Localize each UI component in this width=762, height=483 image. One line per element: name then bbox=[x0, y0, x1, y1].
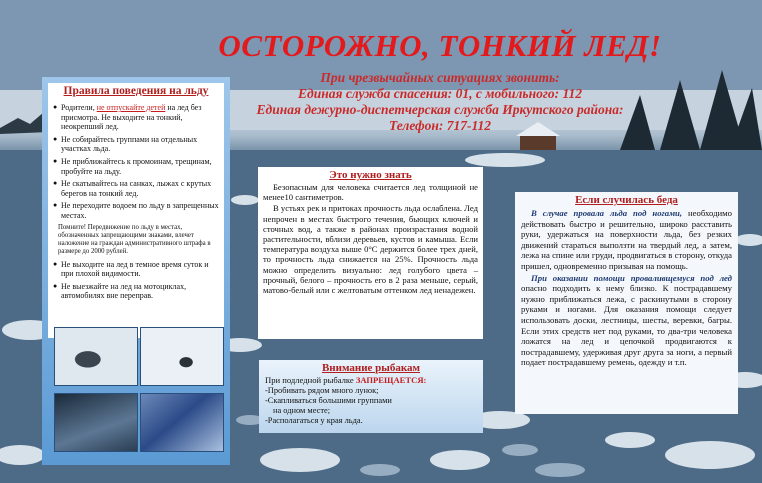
rule-text: Родители, bbox=[61, 103, 97, 112]
know-text bbox=[258, 181, 483, 297]
rule-text: на лед без присмотра. Не выходите на тонкий, неокрепший лед. bbox=[61, 103, 202, 132]
know-panel bbox=[258, 167, 483, 339]
trouble-paragraph bbox=[521, 273, 732, 368]
rules-heading: Правила поведения на льду bbox=[63, 85, 209, 97]
fishers-panel bbox=[259, 360, 483, 433]
trouble-text-part: необходимо действовать быстро и решительно, широко расставить руки, удержаться на поверхности льда, без резких движений стараться выползти на твердый лед, а затем, лежа на спине или груди, продвигаться в сторону, откуда пришел, одновременно призывая на помощь. bbox=[521, 208, 732, 271]
emergency-contacts bbox=[230, 70, 650, 134]
trouble-paragraph bbox=[521, 208, 732, 272]
fishers-forbidden: ЗАПРЕЩАЕТСЯ: bbox=[355, 375, 427, 385]
know-paragraph: Безопасным для человека считается лед толщиной не менее10 сантиметров. bbox=[263, 182, 478, 203]
trouble-emphasis: В случае провала льда под ногами, bbox=[531, 208, 683, 218]
photo-ice-rescue-1 bbox=[54, 327, 138, 386]
poster-title: ОСТОРОЖНО, ТОНКИЙ ЛЕД! bbox=[218, 28, 662, 63]
emergency-line-1: При чрезвычайных ситуациях звонить: bbox=[320, 70, 560, 85]
fishers-intro-text: При подледной рыбалке bbox=[265, 375, 356, 385]
photo-ice-fall bbox=[140, 327, 224, 386]
emergency-line-4: Телефон: 717-112 bbox=[388, 118, 492, 133]
fishers-heading: Внимание рыбакам bbox=[321, 362, 421, 374]
fishers-item: на одном месте; bbox=[273, 406, 331, 415]
photo-people-on-ice bbox=[54, 393, 138, 452]
fishers-item: -Пробивать рядом много лунок; bbox=[265, 386, 379, 395]
know-paragraph: В устьях рек и притоках прочность льда ослаблена. Лед непрочен в местах быстрого течения, бьющих ключей и сточных вод, а также в районах произрастания водной растительности, вблизи деревьев, кустов и камыша. Если температура воздуха выше 0°С держится более трех дней, то прочность льда снижается на 25%. Прочность льда можно определить визуально: лед голубого цвета – прочный, белого – прочность его в 2 раза меньше, серый, матово-белый или с желтоватым оттенком лед ненадежен. bbox=[263, 203, 478, 296]
photo-cracked-ice bbox=[140, 393, 224, 452]
emergency-line-2: Единая служба спасения: 01, с мобильного: 112 bbox=[298, 86, 582, 101]
trouble-heading: Если случилась беда bbox=[575, 194, 678, 206]
fishers-intro bbox=[259, 374, 483, 386]
trouble-text-part: опасно подходить к нему близко. К пострадавшему нужно приближаться лежа, с раскинутыми в сторону руками и ногами. Для оказания помощи следует использовать доски, лестницы, шесты, веревки, багры. Если этих средств нет под руками, то два-три человека ложатся на лед и цепочкой продвигаются к пострадавшему, удерживая друг друга за ноги, а первый подает пострадавшему ремень, одежду и т.п. bbox=[521, 283, 732, 368]
rule-item: ● Не выезжайте на лед на мотоциклах, автомобилях вне переправ. bbox=[54, 282, 220, 301]
rule-item: ● Не приближайтесь к промоинам, трещинам, пробуйте на льду. bbox=[54, 157, 220, 176]
trouble-text bbox=[515, 206, 738, 371]
rules-card bbox=[48, 83, 224, 338]
fishers-item: -Располагаться у края льда. bbox=[265, 416, 363, 425]
fishers-item: -Скапливаться большими группами bbox=[265, 396, 392, 405]
rules-list bbox=[54, 103, 220, 304]
rule-item: ● Не собирайтесь группами на отдельных участках льда. bbox=[54, 135, 220, 154]
rule-item: ● Не переходите водоем по льду в запрещенных местах. bbox=[54, 201, 220, 220]
rules-panel bbox=[42, 77, 230, 465]
know-heading: Это нужно знать bbox=[329, 169, 412, 181]
emergency-line-3: Единая дежурно-диспетчерская служба Иркутского района: bbox=[256, 102, 624, 117]
fine-note: Помните! Передвижение по льду в местах, обозначенных запрещающими знаками, влечет наложение на граждан административного штрафа в размере до 2000 рублей. bbox=[58, 223, 211, 255]
rule-item: ● Не скатывайтесь на санках, лыжах с крутых берегов на тонкий лед. bbox=[54, 179, 220, 198]
rule-item bbox=[54, 103, 220, 132]
trouble-panel bbox=[515, 192, 738, 414]
fishers-list bbox=[259, 386, 483, 426]
rule-highlight: не отпускайте детей bbox=[96, 103, 166, 112]
trouble-emphasis: При оказании помощи проваливщемуся под лед bbox=[531, 272, 732, 283]
rule-item: ● Не выходите на лед в темное время суток и при плохой видимости. bbox=[54, 260, 220, 279]
